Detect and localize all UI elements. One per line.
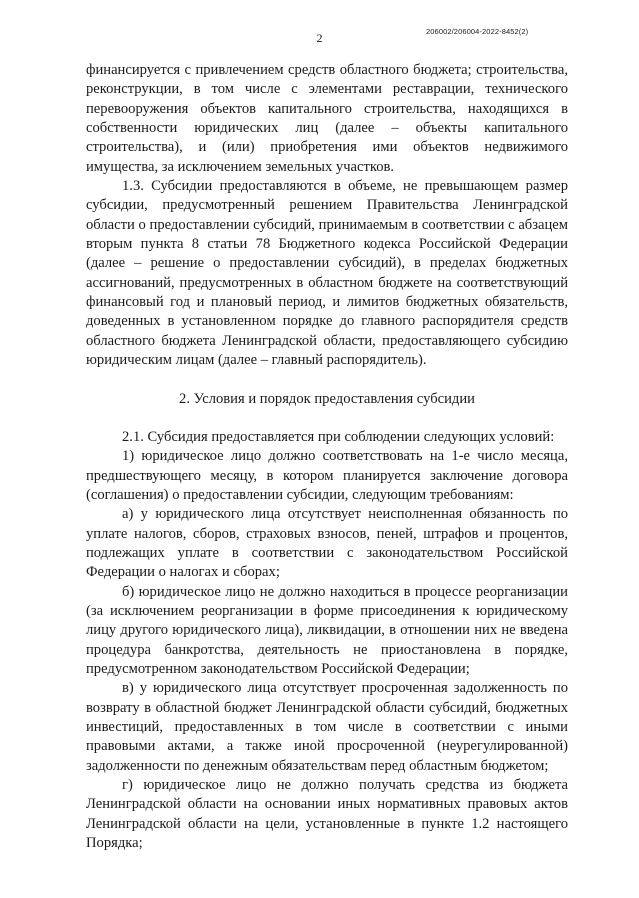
paragraph-2-1: 2.1. Субсидия предоставляется при соблюдении следующих условий: — [122, 428, 555, 445]
paragraph-item-a: а) у юридического лица отсутствует неисполненная обязанность по уплате налогов, сборов, страховых взносов, пеней, штрафов и процентов, подлежащих уплате в соответствии с законодательством Российской Федерации о налогах и сборах; — [86, 506, 568, 581]
document-code: 206002/206004-2022-8452(2) — [426, 27, 529, 36]
paragraph-item-g: г) юридическое лицо не должно получать средства из бюджета Ленинградской области на основании иных нормативных правовых актов Ленинградской области на цели, установленные в пункте 1.2 настоящего Порядка; — [86, 777, 568, 852]
paragraph-item-b: б) юридическое лицо не должно находиться в процессе реорганизации (за исключением реорганизации в форме присоединения к юридическому лицу другого юридического лица), ликвидации, в отношении них не введена процедура банкротства, деятельность не приостановлена в порядке, предусмотренном законодательством Российской Федерации; — [86, 583, 568, 677]
paragraph-1-3: 1.3. Субсидии предоставляются в объеме, не превышающем размер субсидии, предусмотренный решением Правительства Ленинградской области о предоставлении субсидий, принимаемым в соответствии с абзацем вторым пункта 8 статьи 78 Бюджетного кодекса Российской Федерации (далее – решение о предоставлении субсидий), в пределах бюджетных ассигнований, предусмотренных в областном бюджете на соответствующий финансовый год и плановый период, и лимитов бюджетных обязательств, доведенных в установленном порядке до главного распорядителя средств областного бюджета Ленинградской области, предоставляющего субсидию юридическим лицам (далее – главный распорядитель). — [86, 178, 568, 369]
document-body — [86, 61, 568, 853]
paragraph-item-v: в) у юридического лица отсутствует просроченная задолженность по возврату в областной бюджет Ленинградской области субсидий, бюджетных инвестиций, предоставленных в том числе в соответствии с иными правовыми актами, а также иной просроченной (неурегулированной) задолженности по денежным обязательствам перед областным бюджетом; — [86, 680, 568, 774]
paragraph-financing: финансируется с привлечением средств областного бюджета; строительства, реконструкции, в том числе с элементами реставрации, технического перевооружения объектов капитального строительства, находящихся в собственности юридических лиц (далее – объекты капитального строительства), и (или) приобретения ими объектов недвижимого имущества, за исключением земельных участков. — [86, 62, 568, 175]
paragraph-item-1: 1) юридическое лицо должно соответствовать на 1-е число месяца, предшествующего месяцу, в котором планируется заключение договора (соглашения) о предоставлении субсидии, следующим требованиям: — [86, 448, 568, 503]
section-heading-2: 2. Условия и порядок предоставления субсидии — [179, 390, 475, 407]
page-number: 2 — [316, 31, 323, 45]
